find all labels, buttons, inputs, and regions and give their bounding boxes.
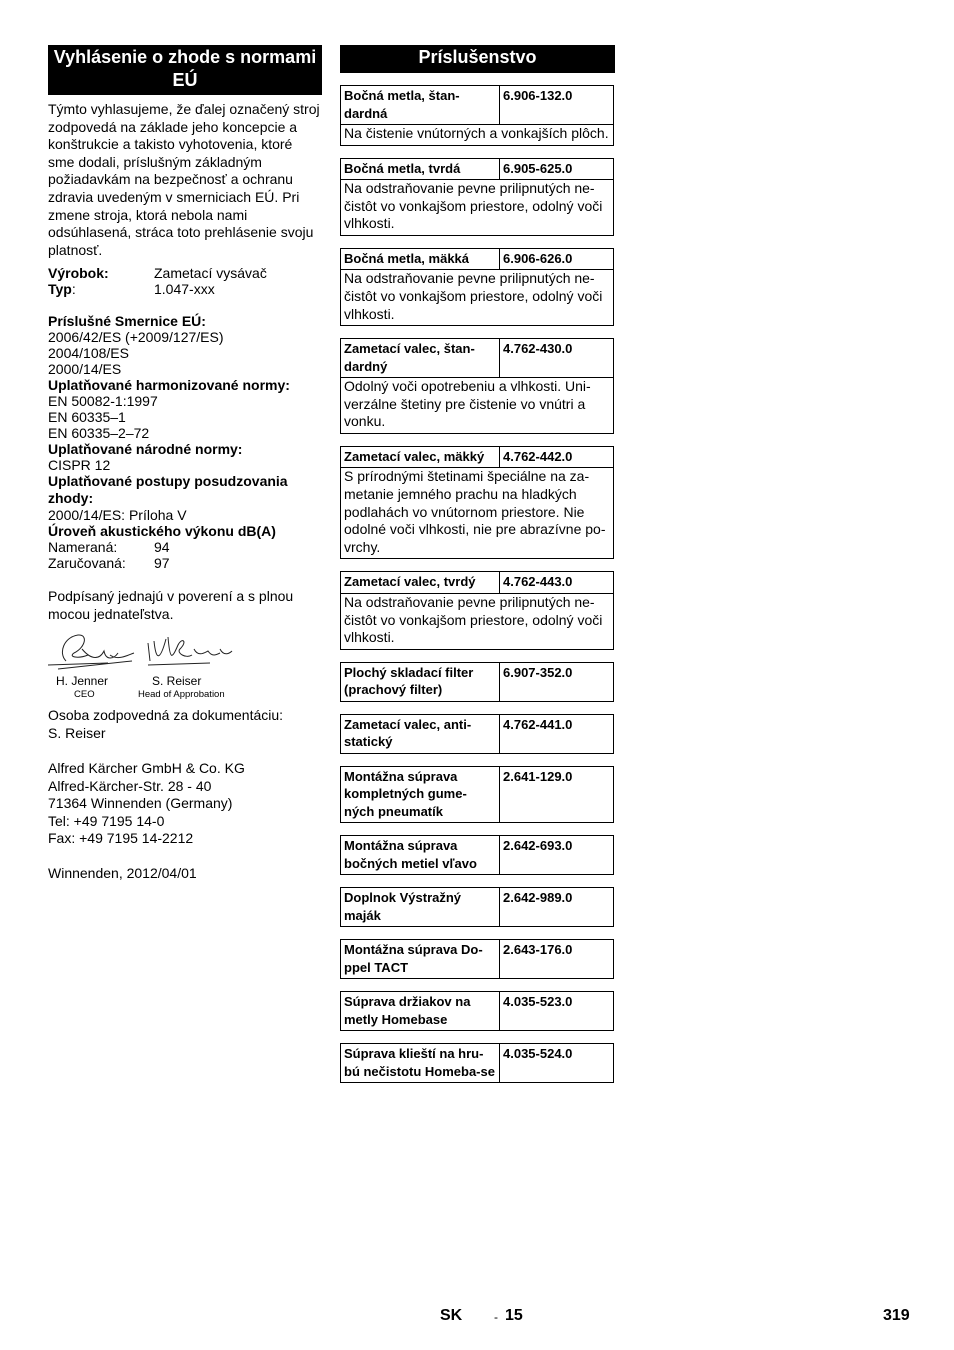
accessory-item <box>340 85 614 146</box>
procedure-label: Uplatňované postupy posudzovania zhody: <box>48 473 288 507</box>
signatory-text: Podpísaný jednajú v poverení a s plnou mocou jednateľstva. <box>48 588 294 622</box>
place-date: Winnenden, 2012/04/01 <box>48 864 197 881</box>
accessory-part-number: 4.762-430.0 <box>503 341 573 357</box>
measured-label: Nameraná: <box>48 539 118 556</box>
accessory-item <box>340 1043 614 1083</box>
type-label: Typ <box>48 281 72 298</box>
accessory-header <box>341 339 613 377</box>
directives-label: Príslušné Smernice EÚ: <box>48 313 206 330</box>
signature-image <box>48 631 248 675</box>
accessory-name: Súprava držiakov na metly Homebase <box>341 992 500 1030</box>
signer2-role: Head of Approbation <box>138 689 225 701</box>
measured-value: 94 <box>154 539 170 556</box>
accessory-header <box>341 663 613 701</box>
accessory-name: Zametací valec, anti-statický <box>341 715 500 753</box>
footer-page-number: 319 <box>883 1307 910 1324</box>
accessory-item <box>340 887 614 927</box>
accessory-header <box>341 1044 613 1082</box>
accessory-header <box>341 888 613 926</box>
accessory-item <box>340 662 614 702</box>
accessory-name: Plochý skladací filter (prachový filter) <box>341 663 500 701</box>
accessory-part-number: 6.906-132.0 <box>503 88 573 103</box>
signer2-name: S. Reiser <box>152 674 202 689</box>
type-row <box>48 281 322 297</box>
accessory-name: Zametací valec, mäkký <box>341 447 500 468</box>
noise-label: Úroveň akustického výkonu dB(A) <box>48 523 276 540</box>
address-line: 71364 Winnenden (Germany) <box>48 795 233 812</box>
accessory-part-number: 2.643-176.0 <box>503 942 573 958</box>
accessory-name: Bočná metla, tvrdá <box>341 159 500 180</box>
product-label: Výrobok: <box>48 265 109 282</box>
directive-item: 2004/108/ES <box>48 345 129 362</box>
accessory-header <box>341 715 613 753</box>
accessory-name: Bočná metla, mäkká <box>341 249 500 270</box>
accessory-header <box>341 992 613 1030</box>
accessory-part-number: 4.762-442.0 <box>503 448 573 464</box>
footer-lang: SK <box>440 1307 463 1324</box>
harmonized-item: EN 60335–1 <box>48 409 126 426</box>
accessory-header <box>341 159 613 180</box>
accessory-item <box>340 714 614 754</box>
declaration-title: Vyhlásenie o zhode s normami EÚ <box>48 45 322 95</box>
accessory-name: Zametací valec, tvrdý <box>341 572 500 593</box>
signatures <box>48 631 322 701</box>
measured-row <box>48 539 322 555</box>
accessory-name: Montážna súprava bočných metiel vľavo <box>341 836 500 874</box>
guaranteed-label: Zaručovaná: <box>48 555 126 572</box>
accessory-header <box>341 836 613 874</box>
directive-item: 2000/14/ES <box>48 361 122 378</box>
harmonized-item: EN 50082-1:1997 <box>48 393 158 410</box>
doc-person: S. Reiser <box>48 724 106 741</box>
address-line: Tel: +49 7195 14-0 <box>48 812 165 829</box>
accessory-part-number: 4.762-441.0 <box>503 716 573 732</box>
accessory-item <box>340 939 614 979</box>
guaranteed-row <box>48 555 322 571</box>
address-line: Alfred Kärcher GmbH & Co. KG <box>48 760 245 777</box>
accessory-description: Odolný voči opotrebeniu a vlhkosti. Uni-verzálne štetiny pre čistenie vo vnútri a vonku. <box>341 377 613 433</box>
accessory-description: Na odstraňovanie pevne prilipnutých ne-čistôt vo vonkajšom priestore, odolný voči vlhkosti. <box>341 179 613 235</box>
accessory-header <box>341 86 613 124</box>
accessory-part-number: 2.642-989.0 <box>503 890 573 906</box>
accessory-name: Zametací valec, štan-dardný <box>341 339 500 377</box>
accessory-item <box>340 835 614 875</box>
accessory-item <box>340 446 614 559</box>
accessory-part-number: 2.641-129.0 <box>503 768 573 784</box>
accessories-column <box>340 45 615 1095</box>
procedure-value: 2000/14/ES: Príloha V <box>48 507 187 524</box>
accessory-part-number: 4.762-443.0 <box>503 574 573 590</box>
accessory-part-number: 6.906-626.0 <box>503 250 573 266</box>
accessory-item <box>340 248 614 326</box>
signer1-role: CEO <box>74 689 95 701</box>
harmonized-item: EN 60335–2–72 <box>48 425 150 442</box>
accessory-description: Na odstraňovanie pevne prilipnutých ne-čistôt vo vonkajšom priestore, odolný voči vlhkosti. <box>341 593 613 649</box>
accessory-description: Na čistenie vnútorných a vonkajších plôch. <box>341 124 613 145</box>
accessory-part-number: 4.035-524.0 <box>503 1046 573 1062</box>
accessory-name: Montážna súprava Do-ppel TACT <box>341 940 500 978</box>
accessory-part-number: 2.642-693.0 <box>503 838 573 854</box>
accessory-description: S prírodnými štetinami špeciálne na za-metanie jemného prachu na hladkých podlahách vo vnútornom priestore. Nie odolné voči vlhkosti, nie pre abrazívne po-vrchy. <box>341 467 613 558</box>
accessory-item <box>340 338 614 434</box>
accessory-header <box>341 249 613 270</box>
doc-person-label: Osoba zodpovedná za dokumentáciu: <box>48 707 284 724</box>
accessory-part-number: 4.035-523.0 <box>503 994 573 1010</box>
accessory-item <box>340 766 614 824</box>
declaration-column <box>48 45 322 882</box>
accessory-item <box>340 571 614 649</box>
accessory-name: Montážna súprava kompletných gume-ných pneumatík <box>341 767 500 823</box>
accessory-item <box>340 158 614 236</box>
company-address <box>48 760 322 848</box>
footer-dash: - <box>494 1310 498 1324</box>
harmonized-label: Uplatňované harmonizované normy: <box>48 377 290 394</box>
accessory-header <box>341 940 613 978</box>
address-line: Alfred-Kärcher-Str. 28 - 40 <box>48 777 212 794</box>
accessory-header <box>341 572 613 593</box>
guaranteed-value: 97 <box>154 555 170 572</box>
accessory-header <box>341 447 613 468</box>
accessory-name: Doplnok Výstražný maják <box>341 888 500 926</box>
accessories-title: Príslušenstvo <box>340 45 615 73</box>
national-item: CISPR 12 <box>48 457 111 474</box>
footer-page-local: 15 <box>505 1307 523 1324</box>
product-row <box>48 265 322 281</box>
address-line: Fax: +49 7195 14-2212 <box>48 830 194 847</box>
accessory-part-number: 6.905-625.0 <box>503 160 573 176</box>
accessories-list <box>340 85 615 1083</box>
product-value: Zametací vysávač <box>154 265 267 282</box>
signer1-name: H. Jenner <box>56 674 109 689</box>
type-value: 1.047-xxx <box>154 281 215 298</box>
accessory-name: Bočná metla, štan-dardná <box>341 86 500 124</box>
accessory-header <box>341 767 613 823</box>
accessory-item <box>340 991 614 1031</box>
accessory-description: Na odstraňovanie pevne prilipnutých ne-čistôt vo vonkajšom priestore, odolný voči vlhkosti. <box>341 269 613 325</box>
declaration-intro: Týmto vyhlasujeme, že ďalej označený stroj zodpovedá na základe jeho koncepcie a konštrukcie a takisto vyhotovenia, ktoré sme dodali, príslušným základným požiadavkám na bezpečnosť a ochranu zdravia uvedeným v smerniciach EÚ. Pri zmene stroja, ktorá nebola nami odsúhlasená, stráca toto prehlásenie svoju platnosť. <box>48 101 320 258</box>
accessory-name: Súprava klieští na hru-bú nečistotu Homeba-se <box>341 1044 500 1082</box>
accessory-part-number: 6.907-352.0 <box>503 664 573 680</box>
type-colon: : <box>71 281 76 298</box>
national-label: Uplatňované národné normy: <box>48 441 243 458</box>
directive-item: 2006/42/ES (+2009/127/ES) <box>48 329 224 346</box>
